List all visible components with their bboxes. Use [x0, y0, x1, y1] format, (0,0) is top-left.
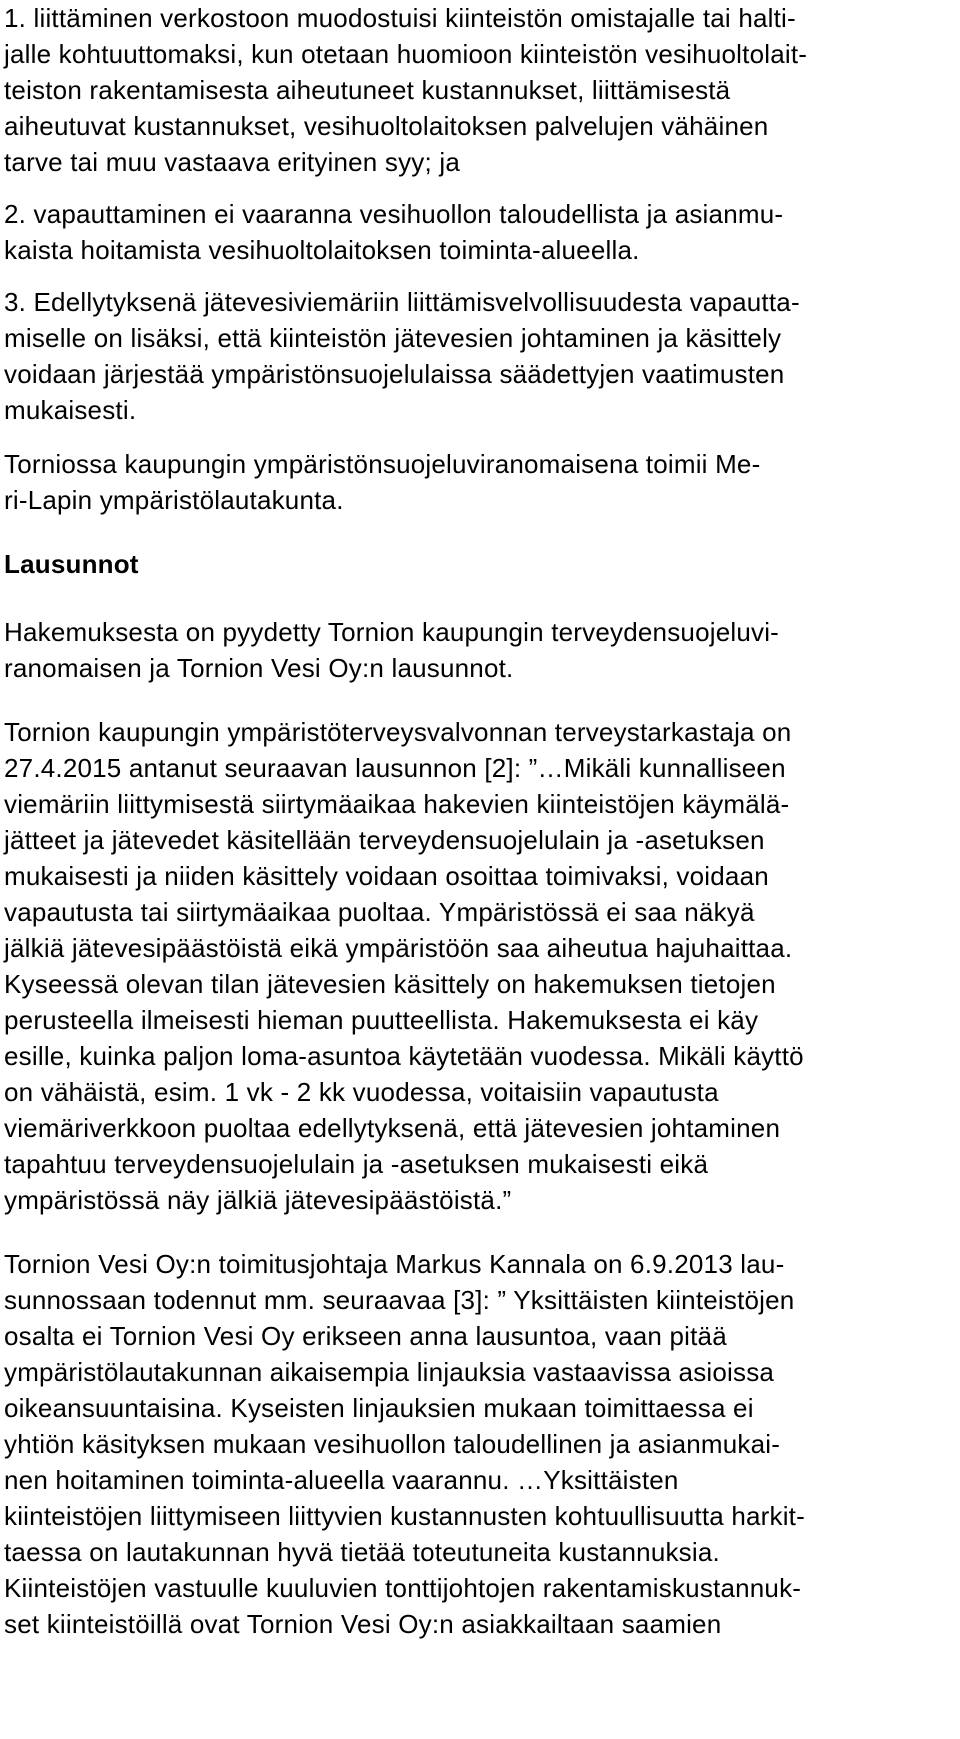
text-line: ympäristössä näy jälkiä jätevesipäästöistä.” [4, 1185, 512, 1215]
text-line: Kiinteistöjen vastuulle kuuluvien tonttijohtojen rakentamiskustannuk- [4, 1573, 802, 1603]
text-line: sunnossaan todennut mm. seuraavaa [3]: ” Yksittäisten kiinteistöjen [4, 1285, 795, 1315]
text-line: Kyseessä olevan tilan jätevesien käsittely on hakemuksen tietojen [4, 969, 776, 999]
text-line: Tornion kaupungin ympäristöterveysvalvonnan terveystarkastaja on [4, 717, 792, 747]
text-line: tarve tai muu vastaava erityinen syy; ja [4, 147, 460, 177]
text-line: tapahtuu terveydensuojelulain ja -asetuksen mukaisesti eikä [4, 1149, 709, 1179]
text-line: ri-Lapin ympäristölautakunta. [4, 485, 344, 515]
text-line: ranomaisen ja Tornion Vesi Oy:n lausunnot. [4, 653, 514, 683]
text-line: jälkiä jätevesipäästöistä eikä ympäristöön saa aiheutua hajuhaittaa. [4, 933, 793, 963]
text-line: 2. vapauttaminen ei vaaranna vesihuollon taloudellista ja asianmu- [4, 199, 784, 229]
text-line: teiston rakentamisesta aiheutuneet kustannukset, liittämisestä [4, 75, 731, 105]
text-line: voidaan järjestää ympäristönsuojelulaissa säädettyjen vaatimusten [4, 359, 785, 389]
text-line: 3. Edellytyksenä jätevesiviemäriin liittämisvelvollisuudesta vapautta- [4, 287, 800, 317]
text-line: Torniossa kaupungin ympäristönsuojeluviranomaisena toimii Me- [4, 449, 761, 479]
section-heading: Lausunnot [4, 549, 139, 579]
text-line: jätteet ja jätevedet käsitellään terveydensuojelulain ja -asetuksen [4, 825, 765, 855]
text-line: 27.4.2015 antanut seuraavan lausunnon [2]: ”…Mikäli kunnalliseen [4, 753, 786, 783]
text-line: ympäristölautakunnan aikaisempia linjauksia vastaavissa asioissa [4, 1357, 775, 1387]
text-line: aiheutuvat kustannukset, vesihuoltolaitoksen palvelujen vähäinen [4, 111, 769, 141]
text-line: yhtiön käsityksen mukaan vesihuollon taloudellinen ja asianmukai- [4, 1429, 781, 1459]
text-line: viemäriverkkoon puoltaa edellytyksenä, että jätevesien johtaminen [4, 1113, 781, 1143]
text-line: jalle kohtuuttomaksi, kun otetaan huomioon kiinteistön vesihuoltolait- [4, 39, 808, 69]
text-line: taessa on lautakunnan hyvä tietää toteutuneita kustannuksia. [4, 1537, 720, 1567]
text-line: mukaisesti ja niiden käsittely voidaan osoittaa toimivaksi, voidaan [4, 861, 769, 891]
text-line: nen hoitaminen toiminta-alueella vaarannu. …Yksittäisten [4, 1465, 679, 1495]
text-line: osalta ei Tornion Vesi Oy erikseen anna lausuntoa, vaan pitää [4, 1321, 727, 1351]
text-line: oikeansuuntaisina. Kyseisten linjauksien mukaan toimittaessa ei [4, 1393, 754, 1423]
text-line: on vähäistä, esim. 1 vk - 2 kk vuodessa, voitaisiin vapautusta [4, 1077, 719, 1107]
text-line: esille, kuinka paljon loma-asuntoa käytetään vuodessa. Mikäli käyttö [4, 1041, 804, 1071]
text-line: vapautusta tai siirtymäaikaa puoltaa. Ympäristössä ei saa näkyä [4, 897, 755, 927]
text-line: kiinteistöjen liittymiseen liittyvien kustannusten kohtuullisuutta harkit- [4, 1501, 805, 1531]
text-line: kaista hoitamista vesihuoltolaitoksen toiminta-alueella. [4, 235, 640, 265]
text-line: perusteella ilmeisesti hieman puutteellista. Hakemuksesta ei käy [4, 1005, 759, 1035]
text-line: mukaisesti. [4, 395, 137, 425]
text-line: 1. liittäminen verkostoon muodostuisi kiinteistön omistajalle tai halti- [4, 3, 796, 33]
text-line: miselle on lisäksi, että kiinteistön jätevesien johtaminen ja käsittely [4, 323, 782, 353]
text-line: set kiinteistöillä ovat Tornion Vesi Oy:n asiakkailtaan saamien [4, 1609, 722, 1639]
text-line: Hakemuksesta on pyydetty Tornion kaupungin terveydensuojeluvi- [4, 617, 780, 647]
text-line: viemäriin liittymisestä siirtymäaikaa hakevien kiinteistöjen käymälä- [4, 789, 790, 819]
text-line: Tornion Vesi Oy:n toimitusjohtaja Markus Kannala on 6.9.2013 lau- [4, 1249, 785, 1279]
